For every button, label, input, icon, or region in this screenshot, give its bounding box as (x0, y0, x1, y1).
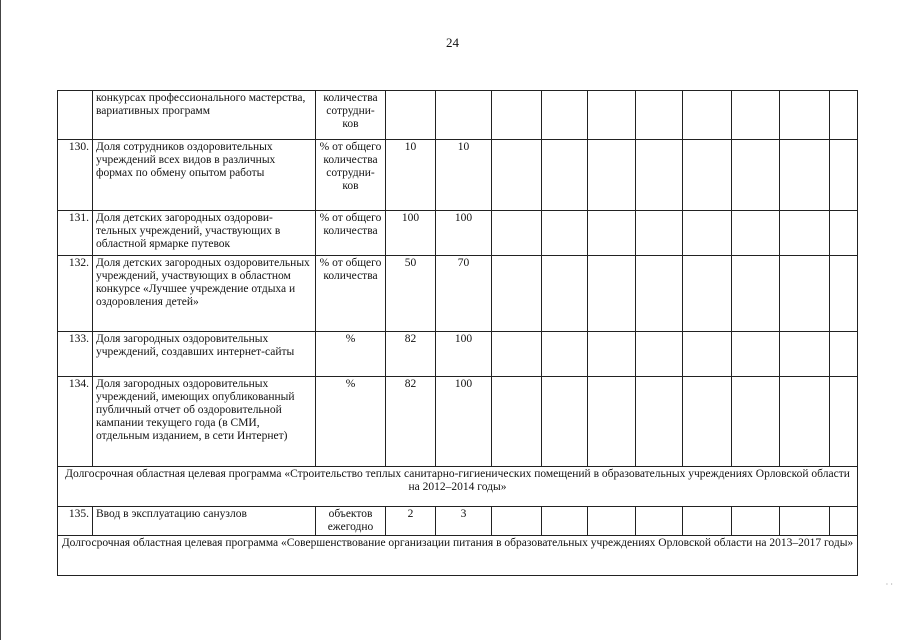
empty-cell (636, 332, 683, 377)
unit-cell: % (316, 377, 386, 467)
unit-cell: объектов ежегодно (316, 507, 386, 536)
value-cell-2: 100 (436, 377, 492, 467)
empty-cell (542, 507, 588, 536)
empty-cell (542, 91, 588, 140)
empty-cell (542, 140, 588, 211)
empty-cell (636, 91, 683, 140)
table-row (58, 377, 858, 467)
scan-edge-line (0, 0, 1, 640)
empty-cell (683, 507, 732, 536)
empty-cell (588, 332, 636, 377)
empty-cell (780, 256, 830, 332)
scan-speck: · · (885, 580, 893, 589)
empty-cell (780, 140, 830, 211)
empty-cell (830, 91, 858, 140)
empty-cell (492, 256, 542, 332)
empty-cell (683, 332, 732, 377)
empty-cell (636, 507, 683, 536)
empty-cell (683, 211, 732, 256)
empty-cell (780, 91, 830, 140)
empty-cell (683, 140, 732, 211)
empty-cell (732, 211, 780, 256)
table-row (58, 507, 858, 536)
empty-cell (492, 140, 542, 211)
value-cell-1: 82 (386, 377, 436, 467)
empty-cell (830, 256, 858, 332)
row-number: 132. (58, 256, 93, 332)
empty-cell (588, 377, 636, 467)
table-row (58, 140, 858, 211)
value-cell-2: 70 (436, 256, 492, 332)
section-row (58, 536, 858, 576)
empty-cell (830, 140, 858, 211)
indicator-name: Доля детских загородных оздоровительных учреждений, участвующих в областном конкурсе «Лучшее учреждение отдыха и оздоровления детей» (93, 256, 316, 332)
value-cell-2: 100 (436, 211, 492, 256)
indicators-table (57, 90, 858, 576)
empty-cell (588, 256, 636, 332)
empty-cell (830, 377, 858, 467)
value-cell-1: 82 (386, 332, 436, 377)
value-cell-1 (386, 91, 436, 140)
empty-cell (492, 377, 542, 467)
empty-cell (588, 91, 636, 140)
table-row (58, 256, 858, 332)
section-row (58, 467, 858, 507)
indicator-name: конкурсах профессионального мастерства, вариативных программ (93, 91, 316, 140)
empty-cell (780, 507, 830, 536)
empty-cell (683, 91, 732, 140)
row-number: 133. (58, 332, 93, 377)
value-cell-2 (436, 91, 492, 140)
table-row (58, 211, 858, 256)
empty-cell (732, 91, 780, 140)
value-cell-1: 50 (386, 256, 436, 332)
empty-cell (732, 140, 780, 211)
value-cell-2: 10 (436, 140, 492, 211)
table-row (58, 91, 858, 140)
empty-cell (683, 377, 732, 467)
unit-cell: % от общего количества (316, 211, 386, 256)
unit-cell: количества сотрудни-ков (316, 91, 386, 140)
empty-cell (732, 377, 780, 467)
value-cell-1: 10 (386, 140, 436, 211)
empty-cell (542, 332, 588, 377)
empty-cell (542, 211, 588, 256)
empty-cell (732, 256, 780, 332)
empty-cell (542, 256, 588, 332)
row-number: 131. (58, 211, 93, 256)
indicator-name: Доля загородных оздоровительных учреждений, создавших интернет-сайты (93, 332, 316, 377)
value-cell-1: 2 (386, 507, 436, 536)
unit-cell: % (316, 332, 386, 377)
empty-cell (492, 211, 542, 256)
empty-cell (683, 256, 732, 332)
unit-cell: % от общего количества (316, 256, 386, 332)
empty-cell (780, 211, 830, 256)
row-number: 135. (58, 507, 93, 536)
empty-cell (732, 507, 780, 536)
empty-cell (636, 140, 683, 211)
empty-cell (732, 332, 780, 377)
value-cell-2: 3 (436, 507, 492, 536)
value-cell-1: 100 (386, 211, 436, 256)
empty-cell (492, 507, 542, 536)
row-number: 134. (58, 377, 93, 467)
empty-cell (636, 377, 683, 467)
table-row (58, 332, 858, 377)
indicator-name: Доля загородных оздоровительных учреждений, имеющих опубликованный публичный отчет об оздоровительной кампании текущего года (в СМИ, отдельным изданием, в сети Интернет) (93, 377, 316, 467)
empty-cell (588, 140, 636, 211)
indicator-name: Ввод в эксплуатацию санузлов (93, 507, 316, 536)
empty-cell (830, 211, 858, 256)
empty-cell (830, 507, 858, 536)
empty-cell (492, 332, 542, 377)
empty-cell (492, 91, 542, 140)
empty-cell (830, 332, 858, 377)
empty-cell (542, 377, 588, 467)
empty-cell (588, 211, 636, 256)
indicator-name: Доля детских загородных оздорови-тельных учреждений, участвующих в областной ярмарке путевок (93, 211, 316, 256)
empty-cell (780, 377, 830, 467)
empty-cell (780, 332, 830, 377)
empty-cell (636, 211, 683, 256)
row-number (58, 91, 93, 140)
empty-cell (588, 507, 636, 536)
empty-cell (636, 256, 683, 332)
indicator-name: Доля сотрудников оздоровительных учреждений всех видов в различных формах по обмену опытом работы (93, 140, 316, 211)
page-number: 24 (446, 35, 459, 50)
program-heading: Долгосрочная областная целевая программа «Строительство теплых санитарно-гигиенических помещений в образовательных учреждениях Орловской области на 2012–2014 годы» (58, 467, 858, 507)
value-cell-2: 100 (436, 332, 492, 377)
unit-cell: % от общего количества сотрудни-ков (316, 140, 386, 211)
program-heading: Долгосрочная областная целевая программа «Совершенствование организации питания в образовательных учреждениях Орловской области на 2013–2017 годы» (58, 536, 858, 576)
row-number: 130. (58, 140, 93, 211)
